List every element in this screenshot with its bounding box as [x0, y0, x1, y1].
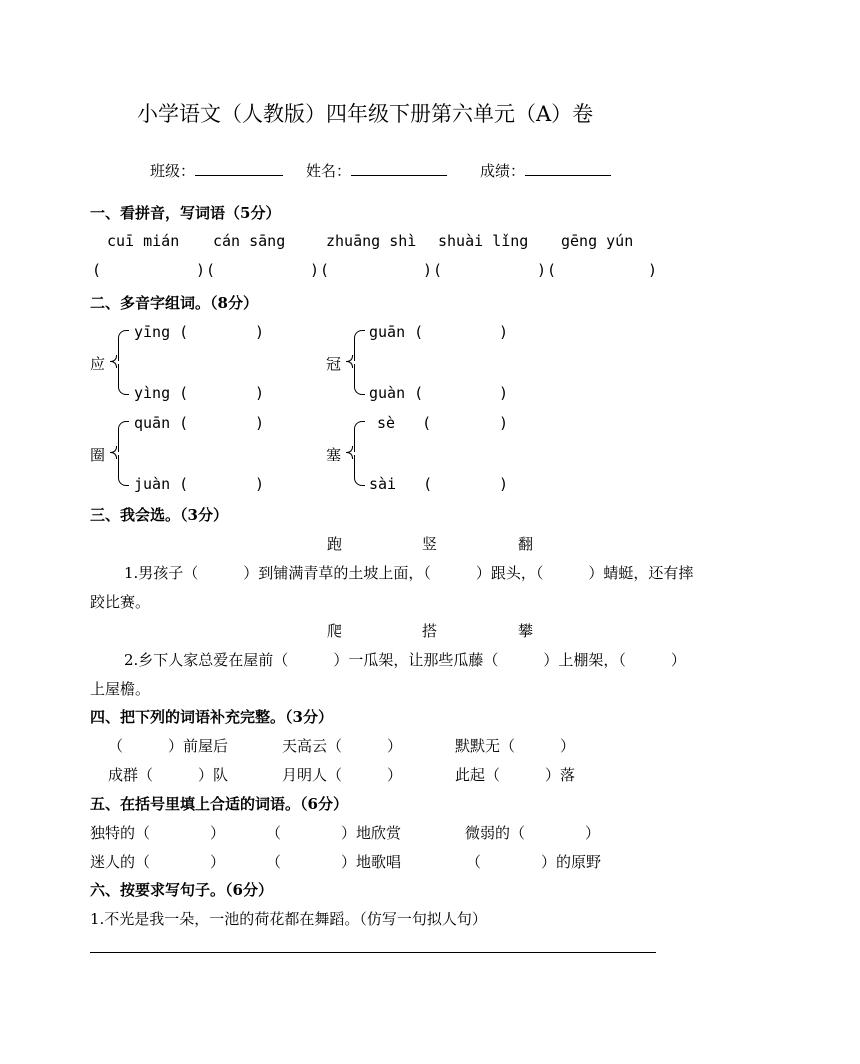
pinyin-3: zhuāng shì [326, 232, 417, 250]
polyphone-reading[interactable]: guàn ( [369, 384, 424, 402]
section-4-heading: 四、把下列的词语补充完整。（3分） [90, 708, 333, 726]
answer-paren-2-close: ) [310, 261, 320, 279]
option-word: 翻 [518, 535, 534, 553]
brace-icon [354, 421, 365, 452]
answer-paren-5-open[interactable]: ( [547, 261, 557, 279]
pinyin-5: gēng yún [561, 232, 634, 250]
brace-icon [354, 455, 365, 486]
question-2-line-2: 上屋檐。 [90, 680, 151, 698]
name-field [306, 160, 447, 181]
brace-tip-icon [110, 452, 117, 459]
option-word: 竖 [422, 535, 438, 553]
answer-paren-3-close: ) [423, 261, 433, 279]
section-3-heading: 三、我会选。（3分） [90, 506, 228, 524]
question-2-line-1[interactable]: 2.乡下人家总爱在屋前（ ）一瓜架，让那些瓜藤（ ）上棚架，（ ） [124, 651, 686, 669]
question-1-line-2: 跤比赛。 [90, 593, 151, 611]
answer-paren-1-open[interactable]: ( [92, 261, 102, 279]
brace-icon [354, 330, 365, 361]
option-word: 爬 [327, 622, 343, 640]
pinyin-2: cán sāng [213, 232, 286, 250]
brace-icon [118, 421, 129, 452]
polyphone-reading[interactable]: juàn ( [134, 475, 189, 493]
option-word: 攀 [518, 622, 534, 640]
polyphone-reading[interactable]: guān ( [369, 323, 424, 341]
pinyin-4: shuài lǐng [438, 232, 529, 250]
polyphone-reading[interactable]: sè ( [377, 414, 432, 432]
class-blank[interactable] [195, 161, 283, 176]
option-word: 搭 [422, 622, 438, 640]
class-label: 班级： [150, 162, 196, 180]
idiom-blank[interactable]: 默默无（ ） [455, 737, 576, 755]
polyphone-close: ) [255, 414, 265, 432]
phrase-blank[interactable]: 微弱的（ ） [465, 824, 601, 842]
polyphone-reading[interactable]: yìng ( [134, 384, 189, 402]
phrase-blank[interactable]: （ ）的原野 [466, 853, 602, 871]
score-label: 成绩： [480, 162, 526, 180]
phrase-blank[interactable]: （ ）地歌唱 [266, 853, 402, 871]
brace-icon [118, 330, 129, 361]
name-label: 姓名： [306, 162, 352, 180]
answer-line[interactable] [90, 952, 656, 953]
idiom-blank[interactable]: 月明人（ ） [282, 766, 403, 784]
phrase-blank[interactable]: （ ）地欣赏 [266, 824, 402, 842]
score-blank[interactable] [525, 161, 611, 176]
polyphone-reading[interactable]: quān ( [134, 414, 189, 432]
polyphone-close: ) [255, 384, 265, 402]
idiom-blank[interactable]: 此起（ ）落 [455, 766, 576, 784]
idiom-blank[interactable]: 天高云（ ） [282, 737, 403, 755]
idiom-blank[interactable]: （ ）前屋后 [108, 737, 229, 755]
section-6-heading: 六、按要求写句子。（6分） [90, 881, 273, 899]
polyphone-reading[interactable]: sài ( [369, 475, 433, 493]
polyphone-reading[interactable]: yīng ( [134, 323, 189, 341]
brace-tip-icon [346, 361, 353, 368]
name-blank[interactable] [351, 161, 447, 176]
brace-icon [118, 364, 129, 395]
brace-tip-icon [110, 361, 117, 368]
polyphone-char-sai: 塞 [326, 446, 342, 464]
answer-paren-4-close: ) [537, 261, 547, 279]
section-2-heading: 二、多音字组词。（8分） [90, 294, 258, 312]
pinyin-1: cuī mián [107, 232, 180, 250]
answer-paren-2-open[interactable]: ( [206, 261, 216, 279]
section-1-heading: 一、看拼音，写词语（5分） [90, 204, 281, 222]
polyphone-close: ) [255, 475, 265, 493]
page-title: 小学语文（人教版）四年级下册第六单元（A）卷 [137, 102, 594, 126]
polyphone-close: ) [499, 384, 509, 402]
phrase-blank[interactable]: 迷人的（ ） [90, 853, 226, 871]
answer-paren-4-open[interactable]: ( [433, 261, 443, 279]
answer-paren-1-close: ) [196, 261, 206, 279]
polyphone-close: ) [499, 414, 509, 432]
class-field [150, 160, 283, 181]
answer-paren-3-open[interactable]: ( [320, 261, 330, 279]
polyphone-char-ying: 应 [90, 355, 106, 373]
brace-icon [354, 364, 365, 395]
section-5-heading: 五、在括号里填上合适的词语。（6分） [90, 795, 348, 813]
polyphone-close: ) [499, 323, 509, 341]
question-1-line-1[interactable]: 1.男孩子（ ）到铺满青草的土坡上面，（ ）跟头，（ ）蜻蜓，还有摔 [124, 564, 694, 582]
brace-tip-icon [346, 452, 353, 459]
score-field [480, 160, 611, 181]
idiom-blank[interactable]: 成群（ ）队 [108, 766, 229, 784]
option-word: 跑 [327, 535, 343, 553]
polyphone-close: ) [255, 323, 265, 341]
phrase-blank[interactable]: 独特的（ ） [90, 824, 226, 842]
sentence-question-1: 1.不光是我一朵，一池的荷花都在舞蹈。（仿写一句拟人句） [90, 910, 487, 928]
polyphone-char-guan: 冠 [326, 355, 342, 373]
brace-icon [118, 455, 129, 486]
polyphone-close: ) [499, 475, 509, 493]
answer-paren-5-close: ) [648, 261, 658, 279]
polyphone-char-quan: 圈 [90, 446, 106, 464]
